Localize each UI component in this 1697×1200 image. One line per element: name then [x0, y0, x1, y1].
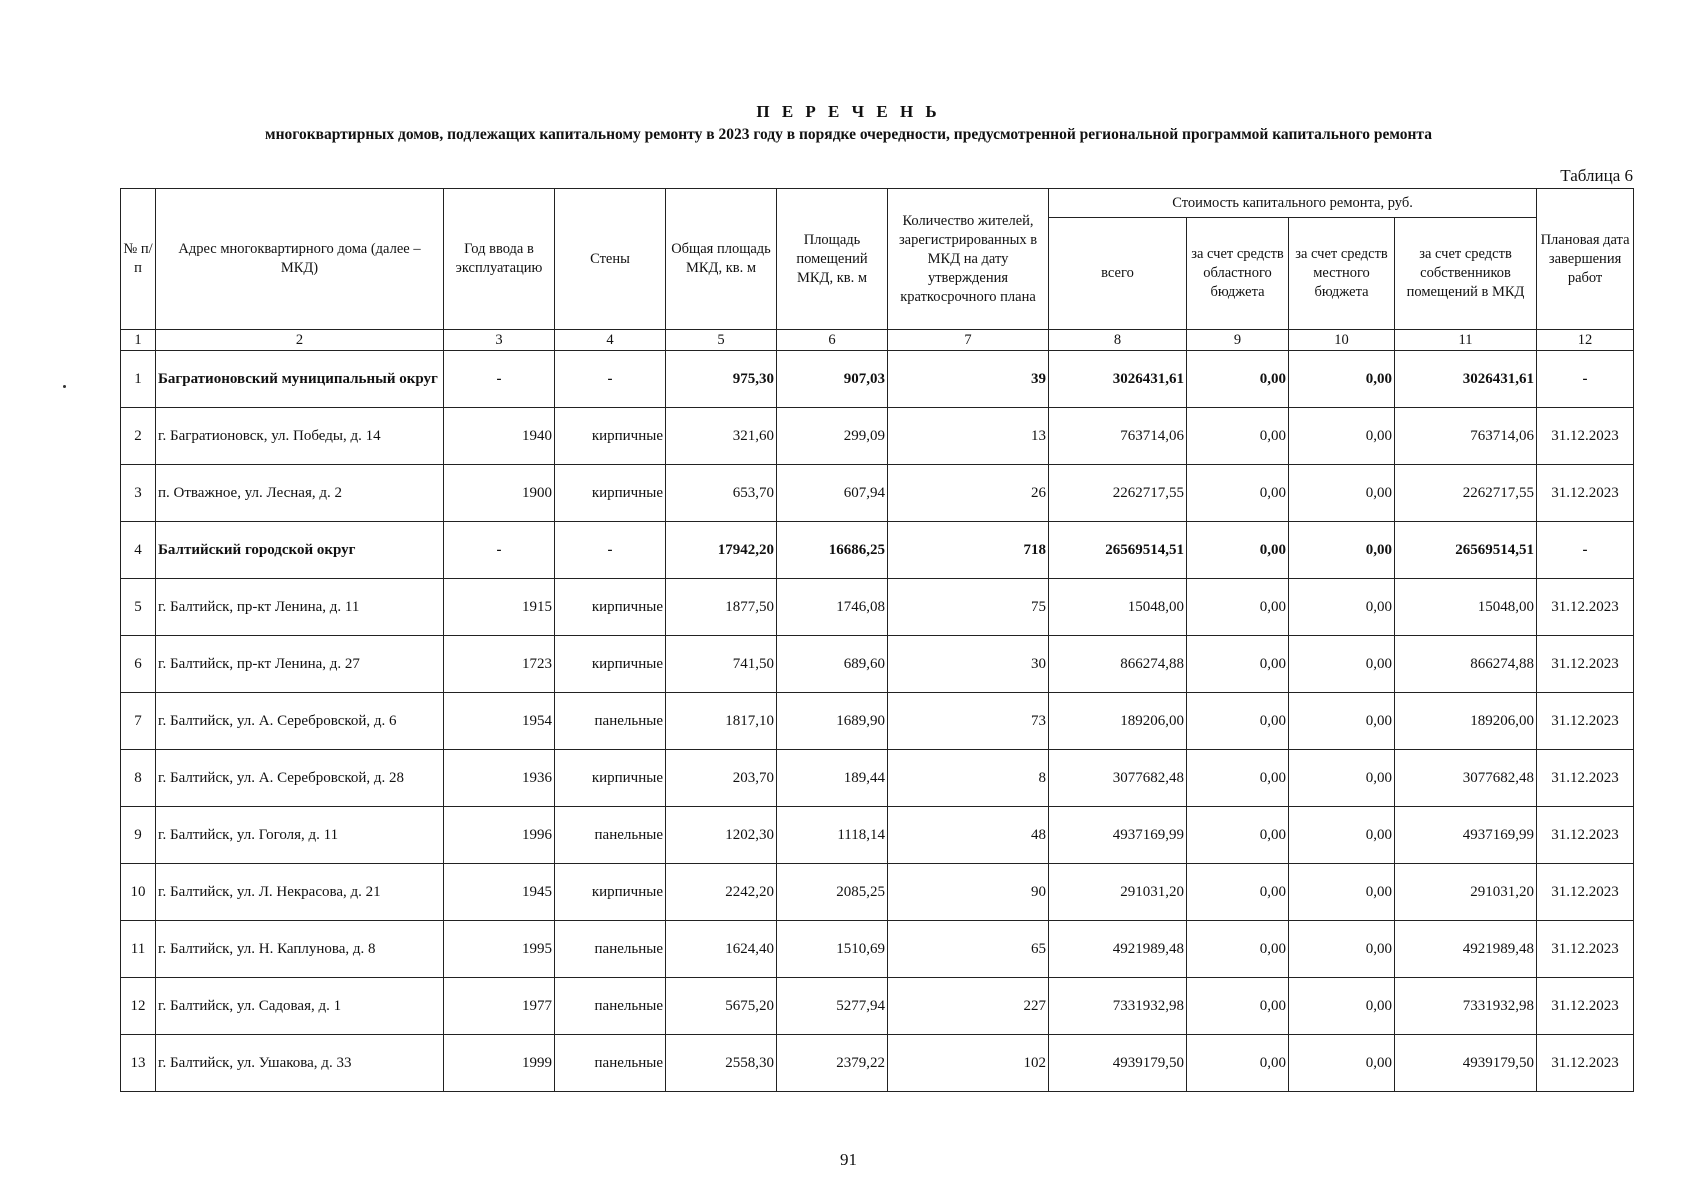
cell-no: 13 [121, 1035, 156, 1092]
cell-year: - [444, 351, 555, 408]
cell-cost-local: 0,00 [1289, 579, 1395, 636]
cell-planned-date: 31.12.2023 [1537, 636, 1634, 693]
cell-year: 1999 [444, 1035, 555, 1092]
cell-cost-regional: 0,00 [1187, 864, 1289, 921]
page-number: 91 [840, 1150, 857, 1169]
cell-cost-regional: 0,00 [1187, 921, 1289, 978]
col-header-cost-group: Стоимость капитального ремонта, руб. [1049, 189, 1537, 218]
cell-cost-total: 3077682,48 [1049, 750, 1187, 807]
cell-address: Балтийский городской округ [156, 522, 444, 579]
cell-cost-regional: 0,00 [1187, 522, 1289, 579]
cell-walls: панельные [555, 978, 666, 1035]
table-row [121, 1035, 1634, 1092]
cell-residents: 73 [888, 693, 1049, 750]
col-header-cost-regional: за счет средств областного бюджета [1187, 218, 1289, 330]
cell-planned-date: - [1537, 522, 1634, 579]
table-row [121, 921, 1634, 978]
cell-cost-local: 0,00 [1289, 351, 1395, 408]
cell-address: г. Балтийск, ул. Ушакова, д. 33 [156, 1035, 444, 1092]
cell-cost-total: 3026431,61 [1049, 351, 1187, 408]
cell-cost-owners: 3077682,48 [1395, 750, 1537, 807]
cell-year: 1915 [444, 579, 555, 636]
scan-speck [63, 385, 66, 388]
cell-no: 3 [121, 465, 156, 522]
table-row [121, 408, 1634, 465]
cell-year: 1940 [444, 408, 555, 465]
cell-premises-area: 5277,94 [777, 978, 888, 1035]
cell-address: Багратионовский муниципальный округ [156, 351, 444, 408]
column-number: 6 [777, 330, 888, 351]
cell-residents: 227 [888, 978, 1049, 1035]
cell-residents: 39 [888, 351, 1049, 408]
table-row [121, 864, 1634, 921]
cell-cost-regional: 0,00 [1187, 978, 1289, 1035]
cell-walls: кирпичные [555, 864, 666, 921]
document-subtitle: многоквартирных домов, подлежащих капитальному ремонту в 2023 году в порядке очередности, предусмотренной региональной программой капитального ремонта [265, 126, 1432, 143]
group-row [121, 522, 1634, 579]
cell-no: 10 [121, 864, 156, 921]
cell-walls: кирпичные [555, 579, 666, 636]
cell-planned-date: 31.12.2023 [1537, 408, 1634, 465]
cell-cost-total: 4939179,50 [1049, 1035, 1187, 1092]
cell-cost-local: 0,00 [1289, 636, 1395, 693]
cell-no: 4 [121, 522, 156, 579]
col-header-walls: Стены [555, 189, 666, 330]
cell-year: 1945 [444, 864, 555, 921]
cell-planned-date: 31.12.2023 [1537, 750, 1634, 807]
cell-no: 9 [121, 807, 156, 864]
cell-cost-owners: 2262717,55 [1395, 465, 1537, 522]
cell-planned-date: 31.12.2023 [1537, 579, 1634, 636]
cell-total-area: 1202,30 [666, 807, 777, 864]
cell-premises-area: 1118,14 [777, 807, 888, 864]
cell-cost-owners: 7331932,98 [1395, 978, 1537, 1035]
table-row [121, 807, 1634, 864]
cell-address: г. Багратионовск, ул. Победы, д. 14 [156, 408, 444, 465]
cell-planned-date: 31.12.2023 [1537, 807, 1634, 864]
cell-walls: кирпичные [555, 750, 666, 807]
cell-no: 7 [121, 693, 156, 750]
col-header-address: Адрес многоквартирного дома (далее – МКД) [156, 189, 444, 330]
column-number: 2 [156, 330, 444, 351]
cell-residents: 65 [888, 921, 1049, 978]
cell-cost-owners: 26569514,51 [1395, 522, 1537, 579]
cell-address: г. Балтийск, ул. Гоголя, д. 11 [156, 807, 444, 864]
cell-planned-date: 31.12.2023 [1537, 864, 1634, 921]
cell-residents: 26 [888, 465, 1049, 522]
cell-residents: 75 [888, 579, 1049, 636]
cell-cost-local: 0,00 [1289, 921, 1395, 978]
cell-planned-date: 31.12.2023 [1537, 465, 1634, 522]
header-row-top [121, 189, 1634, 218]
column-number: 12 [1537, 330, 1634, 351]
cell-address: г. Балтийск, пр-кт Ленина, д. 11 [156, 579, 444, 636]
buildings-table [120, 188, 1634, 1092]
cell-total-area: 2242,20 [666, 864, 777, 921]
cell-total-area: 1624,40 [666, 921, 777, 978]
cell-cost-total: 4937169,99 [1049, 807, 1187, 864]
cell-no: 5 [121, 579, 156, 636]
cell-premises-area: 1689,90 [777, 693, 888, 750]
cell-address: г. Балтийск, ул. Н. Каплунова, д. 8 [156, 921, 444, 978]
cell-cost-owners: 3026431,61 [1395, 351, 1537, 408]
col-header-year: Год ввода в эксплуатацию [444, 189, 555, 330]
group-row [121, 351, 1634, 408]
cell-cost-owners: 15048,00 [1395, 579, 1537, 636]
cell-year: - [444, 522, 555, 579]
cell-walls: панельные [555, 1035, 666, 1092]
col-header-residents: Количество жителей, зарегистрированных в МКД на дату утверждения краткосрочного плана [888, 189, 1049, 330]
cell-walls: - [555, 351, 666, 408]
cell-cost-regional: 0,00 [1187, 750, 1289, 807]
cell-cost-owners: 763714,06 [1395, 408, 1537, 465]
cell-planned-date: 31.12.2023 [1537, 921, 1634, 978]
cell-walls: кирпичные [555, 465, 666, 522]
cell-walls: - [555, 522, 666, 579]
cell-premises-area: 16686,25 [777, 522, 888, 579]
cell-cost-local: 0,00 [1289, 408, 1395, 465]
cell-premises-area: 2085,25 [777, 864, 888, 921]
cell-no: 11 [121, 921, 156, 978]
cell-address: г. Балтийск, пр-кт Ленина, д. 27 [156, 636, 444, 693]
cell-cost-local: 0,00 [1289, 465, 1395, 522]
cell-residents: 90 [888, 864, 1049, 921]
col-header-no: № п/п [121, 189, 156, 330]
cell-premises-area: 1510,69 [777, 921, 888, 978]
cell-cost-local: 0,00 [1289, 522, 1395, 579]
cell-cost-total: 291031,20 [1049, 864, 1187, 921]
cell-total-area: 2558,30 [666, 1035, 777, 1092]
column-number-row [121, 330, 1634, 351]
cell-premises-area: 689,60 [777, 636, 888, 693]
cell-year: 1995 [444, 921, 555, 978]
cell-cost-regional: 0,00 [1187, 465, 1289, 522]
cell-walls: кирпичные [555, 636, 666, 693]
cell-no: 12 [121, 978, 156, 1035]
cell-residents: 30 [888, 636, 1049, 693]
cell-cost-total: 15048,00 [1049, 579, 1187, 636]
cell-walls: кирпичные [555, 408, 666, 465]
cell-walls: панельные [555, 693, 666, 750]
cell-cost-owners: 189206,00 [1395, 693, 1537, 750]
cell-residents: 13 [888, 408, 1049, 465]
cell-total-area: 203,70 [666, 750, 777, 807]
cell-cost-total: 7331932,98 [1049, 978, 1187, 1035]
col-header-cost-owners: за счет средств собственников помещений в МКД [1395, 218, 1537, 330]
cell-cost-owners: 4939179,50 [1395, 1035, 1537, 1092]
cell-premises-area: 607,94 [777, 465, 888, 522]
cell-premises-area: 189,44 [777, 750, 888, 807]
cell-cost-owners: 4937169,99 [1395, 807, 1537, 864]
cell-planned-date: 31.12.2023 [1537, 978, 1634, 1035]
cell-total-area: 5675,20 [666, 978, 777, 1035]
cell-premises-area: 299,09 [777, 408, 888, 465]
col-header-total-area: Общая площадь МКД, кв. м [666, 189, 777, 330]
cell-cost-local: 0,00 [1289, 693, 1395, 750]
column-number: 7 [888, 330, 1049, 351]
cell-cost-local: 0,00 [1289, 864, 1395, 921]
cell-cost-total: 4921989,48 [1049, 921, 1187, 978]
cell-residents: 102 [888, 1035, 1049, 1092]
cell-total-area: 321,60 [666, 408, 777, 465]
cell-cost-local: 0,00 [1289, 750, 1395, 807]
col-header-planned-date: Плановая дата завершения работ [1537, 189, 1634, 330]
column-number: 1 [121, 330, 156, 351]
table-row [121, 693, 1634, 750]
cell-residents: 8 [888, 750, 1049, 807]
cell-cost-total: 763714,06 [1049, 408, 1187, 465]
cell-address: г. Балтийск, ул. Л. Некрасова, д. 21 [156, 864, 444, 921]
cell-cost-regional: 0,00 [1187, 579, 1289, 636]
cell-cost-total: 189206,00 [1049, 693, 1187, 750]
cell-total-area: 975,30 [666, 351, 777, 408]
cell-year: 1723 [444, 636, 555, 693]
cell-address: г. Балтийск, ул. А. Серебровской, д. 28 [156, 750, 444, 807]
cell-cost-total: 26569514,51 [1049, 522, 1187, 579]
cell-cost-total: 866274,88 [1049, 636, 1187, 693]
cell-total-area: 653,70 [666, 465, 777, 522]
cell-residents: 718 [888, 522, 1049, 579]
cell-total-area: 741,50 [666, 636, 777, 693]
cell-address: г. Балтийск, ул. Садовая, д. 1 [156, 978, 444, 1035]
column-number: 9 [1187, 330, 1289, 351]
column-number: 5 [666, 330, 777, 351]
cell-cost-local: 0,00 [1289, 807, 1395, 864]
cell-address: г. Балтийск, ул. А. Серебровской, д. 6 [156, 693, 444, 750]
cell-cost-regional: 0,00 [1187, 408, 1289, 465]
cell-year: 1954 [444, 693, 555, 750]
cell-total-area: 1877,50 [666, 579, 777, 636]
cell-no: 1 [121, 351, 156, 408]
table-row [121, 465, 1634, 522]
cell-planned-date: 31.12.2023 [1537, 1035, 1634, 1092]
cell-year: 1977 [444, 978, 555, 1035]
cell-walls: панельные [555, 807, 666, 864]
column-number: 8 [1049, 330, 1187, 351]
column-number: 11 [1395, 330, 1537, 351]
cell-premises-area: 907,03 [777, 351, 888, 408]
cell-walls: панельные [555, 921, 666, 978]
cell-planned-date: 31.12.2023 [1537, 693, 1634, 750]
cell-cost-owners: 291031,20 [1395, 864, 1537, 921]
cell-cost-regional: 0,00 [1187, 693, 1289, 750]
cell-cost-regional: 0,00 [1187, 636, 1289, 693]
cell-year: 1900 [444, 465, 555, 522]
cell-cost-regional: 0,00 [1187, 351, 1289, 408]
cell-year: 1996 [444, 807, 555, 864]
column-number: 4 [555, 330, 666, 351]
cell-address: п. Отважное, ул. Лесная, д. 2 [156, 465, 444, 522]
cell-premises-area: 2379,22 [777, 1035, 888, 1092]
cell-no: 8 [121, 750, 156, 807]
col-header-premises-area: Площадь помещений МКД, кв. м [777, 189, 888, 330]
cell-planned-date: - [1537, 351, 1634, 408]
cell-cost-owners: 4921989,48 [1395, 921, 1537, 978]
cell-cost-regional: 0,00 [1187, 807, 1289, 864]
document-title: П Е Р Е Ч Е Н Ь [756, 102, 941, 121]
cell-year: 1936 [444, 750, 555, 807]
cell-cost-local: 0,00 [1289, 1035, 1395, 1092]
cell-total-area: 1817,10 [666, 693, 777, 750]
table-row [121, 636, 1634, 693]
table-label: Таблица 6 [1560, 166, 1633, 185]
col-header-cost-local: за счет средств местного бюджета [1289, 218, 1395, 330]
column-number: 10 [1289, 330, 1395, 351]
col-header-cost-total: всего [1049, 218, 1187, 330]
cell-total-area: 17942,20 [666, 522, 777, 579]
cell-residents: 48 [888, 807, 1049, 864]
cell-cost-total: 2262717,55 [1049, 465, 1187, 522]
table-row [121, 978, 1634, 1035]
cell-cost-regional: 0,00 [1187, 1035, 1289, 1092]
table-row [121, 579, 1634, 636]
cell-no: 2 [121, 408, 156, 465]
cell-cost-local: 0,00 [1289, 978, 1395, 1035]
cell-cost-owners: 866274,88 [1395, 636, 1537, 693]
table-row [121, 750, 1634, 807]
column-number: 3 [444, 330, 555, 351]
table-body [121, 351, 1634, 1092]
cell-premises-area: 1746,08 [777, 579, 888, 636]
cell-no: 6 [121, 636, 156, 693]
